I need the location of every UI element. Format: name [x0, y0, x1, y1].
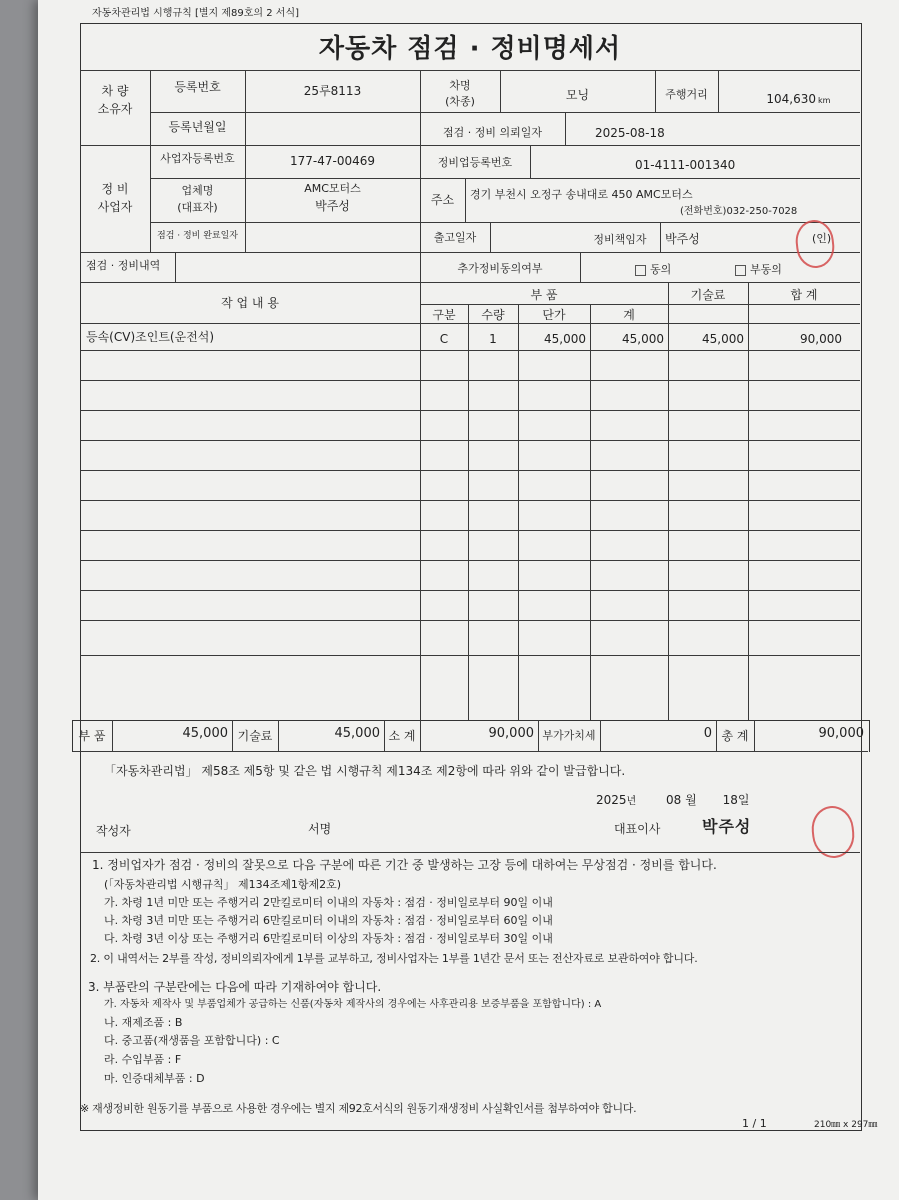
item-unit-price: 45,000 — [544, 332, 586, 346]
note-1-c: 다. 차령 3년 이상 또는 주행거리 6만킬로미터 이상의 자동차 : 점검 · 정비일로부터 30일 이내 — [104, 932, 553, 945]
note-1-b: 나. 차령 3년 미만 또는 주행거리 6만킬로미터 이내의 자동차 : 점검 · 정비일로부터 60일 이내 — [104, 914, 553, 927]
ceo-label: 대표이사 — [614, 822, 661, 836]
consent-yes[interactable] — [635, 263, 671, 277]
table-rule — [80, 590, 860, 591]
totals-subtotal-label: 소 계 — [388, 729, 416, 743]
consent-yes-label: 동의 — [650, 263, 672, 276]
item-labor: 45,000 — [702, 332, 744, 346]
reg-no-value: 25루8113 — [303, 84, 362, 98]
company-label: 업체명 (대표자) — [177, 184, 218, 214]
note-regen-engine: ※ 재생정비한 원동기를 부품으로 사용한 경우에는 별지 제92호서식의 원동기재생정비 사실확인서를 첨부하여야 합니다. — [80, 1102, 637, 1115]
vehicle-name-label: 차명 (차종) — [445, 79, 475, 108]
totals-grand-value: 90,000 — [818, 726, 864, 741]
note-3: 3. 부품란의 구분란에는 다음에 따라 기재하여야 합니다. — [88, 980, 382, 994]
consent-no-label: 부동의 — [750, 263, 782, 276]
manager-value: 박주성 — [665, 232, 700, 246]
note-1-a: 가. 차령 1년 미만 또는 주행거리 2만킬로미터 이내의 자동차 : 점검 · 정비일로부터 90일 이내 — [104, 896, 553, 909]
mileage-unit: km — [818, 96, 831, 105]
note-3-a: 가. 자동차 제작사 및 부품업체가 공급하는 신품(자동차 제작사의 경우에는 사후관리용 보증부품을 포함합니다) : A — [104, 999, 602, 1010]
work-content-header: 작 업 내 용 — [221, 296, 279, 310]
item-total: 90,000 — [800, 332, 842, 346]
item-qty: 1 — [489, 332, 497, 346]
issue-year-unit: 년 — [626, 796, 637, 807]
writer-label: 작성자 — [96, 824, 131, 838]
totals-labor-label: 기술료 — [237, 729, 273, 743]
table-rule — [80, 470, 860, 471]
note-1: 1. 정비업자가 점검 · 정비의 잘못으로 다음 구분에 따른 기간 중 발생하는 고장 등에 대하여는 무상점검 · 정비를 합니다. — [92, 858, 717, 872]
item-work: 등속(CV)조인트(운전석) — [86, 330, 215, 344]
manager-label: 정비책임자 — [593, 233, 647, 246]
seal-mark: (인) — [812, 232, 832, 245]
completion-date-label: 점검 · 정비 완료일자 — [157, 231, 238, 241]
consent-yes-checkbox[interactable] — [635, 265, 646, 276]
reg-date-label: 등록년월일 — [168, 120, 227, 134]
owner-section-label: 차 량 소유자 — [97, 84, 133, 116]
consent-no-checkbox[interactable] — [735, 265, 746, 276]
paper-size: 210㎜ x 297㎜ — [814, 1120, 878, 1130]
col-type-header: 구분 — [432, 308, 456, 322]
biz-reg-no-value: 177-47-00469 — [289, 154, 375, 168]
note-3-c: 다. 중고품(재생품을 포함합니다) : C — [104, 1034, 280, 1047]
item-sum: 45,000 — [622, 332, 664, 346]
request-date-value: 2025-08-18 — [595, 126, 665, 140]
service-details-label: 점검 · 정비내역 — [86, 259, 161, 272]
totals-labor-value: 45,000 — [334, 726, 380, 741]
mileage-label: 주행거리 — [665, 88, 708, 101]
parts-header: 부 품 — [530, 288, 558, 302]
totals-grand-label: 총 계 — [721, 729, 749, 743]
note-3-e: 마. 인증대체부품 : D — [104, 1072, 205, 1085]
issue-year: 2025 — [596, 793, 627, 807]
col-qty-header: 수량 — [481, 308, 505, 322]
table-rule — [80, 530, 860, 531]
sign-label: 서명 — [308, 822, 332, 836]
table-rule — [80, 440, 860, 441]
shop-section-label: 정 비 사업자 — [97, 182, 133, 214]
col-unit-price-header: 단가 — [542, 308, 566, 322]
issue-day-unit: 일 — [737, 793, 750, 807]
issue-month: 08 — [666, 793, 682, 807]
table-rule — [80, 500, 860, 501]
table-rule — [80, 620, 860, 621]
legal-statement: 「자동차관리법」 제58조 제5항 및 같은 법 시행규칙 제134조 제2항에 따라 위와 같이 발급합니다. — [104, 764, 626, 778]
reg-no-label: 등록번호 — [174, 80, 221, 94]
request-date-label: 점검 · 정비 의뢰일자 — [443, 126, 542, 139]
totals-parts-value: 45,000 — [182, 726, 228, 741]
address-value: 경기 부천시 오정구 송내대로 450 AMC모터스 — [470, 188, 693, 201]
shop-reg-no-label: 정비업등록번호 — [437, 156, 513, 169]
table-rule — [80, 410, 860, 411]
address-label: 주소 — [430, 193, 455, 207]
representative-value: 박주성 — [315, 199, 350, 213]
totals-subtotal-value: 90,000 — [488, 726, 534, 741]
col-sum-header: 계 — [623, 308, 635, 322]
ceo-name: 박주성 — [702, 817, 752, 836]
company-value: AMC모터스 — [304, 182, 361, 195]
totals-vat-label: 부가가치세 — [542, 729, 596, 742]
issue-date — [596, 791, 749, 808]
item-type: C — [439, 332, 449, 346]
table-rule — [80, 380, 860, 381]
note-1-ref: (「자동차관리법 시행규칙」 제134조제1항제2호) — [104, 878, 342, 891]
form-reference: 자동차관리법 시행규칙 [별지 제89호의 2 서식] — [92, 8, 300, 19]
totals-parts-label: 부 품 — [78, 729, 106, 743]
page-indicator: 1 / 1 — [742, 1117, 767, 1130]
vehicle-model-value: 모닝 — [565, 88, 590, 102]
biz-reg-no-label: 사업자등록번호 — [160, 152, 235, 165]
mileage-value: 104,630 — [766, 92, 816, 106]
totals-vat-value: 0 — [703, 726, 712, 741]
table-rule — [80, 655, 860, 656]
page-title: 자동차 점검 · 정비명세서 — [318, 34, 622, 64]
consent-no[interactable] — [735, 263, 782, 277]
table-rule — [80, 560, 860, 561]
shop-reg-no-value: 01-4111-001340 — [635, 158, 736, 172]
issue-month-unit: 월 — [685, 793, 697, 807]
issue-day: 18 — [722, 793, 738, 807]
total-header: 합 계 — [790, 288, 818, 302]
release-date-label: 출고일자 — [433, 231, 477, 244]
labor-header: 기술료 — [690, 288, 726, 302]
note-3-b: 나. 재제조품 : B — [104, 1016, 183, 1029]
phone-value: (전화번호)032-250-7028 — [680, 206, 798, 217]
note-2: 2. 이 내역서는 2부를 작성, 정비의뢰자에게 1부를 교부하고, 정비사업자는 1부를 1년간 문서 또는 전산자료로 보관하여야 합니다. — [90, 952, 698, 965]
table-rule — [80, 350, 860, 351]
consent-label: 추가정비동의여부 — [457, 262, 543, 275]
note-3-d: 라. 수입부품 : F — [104, 1053, 182, 1066]
